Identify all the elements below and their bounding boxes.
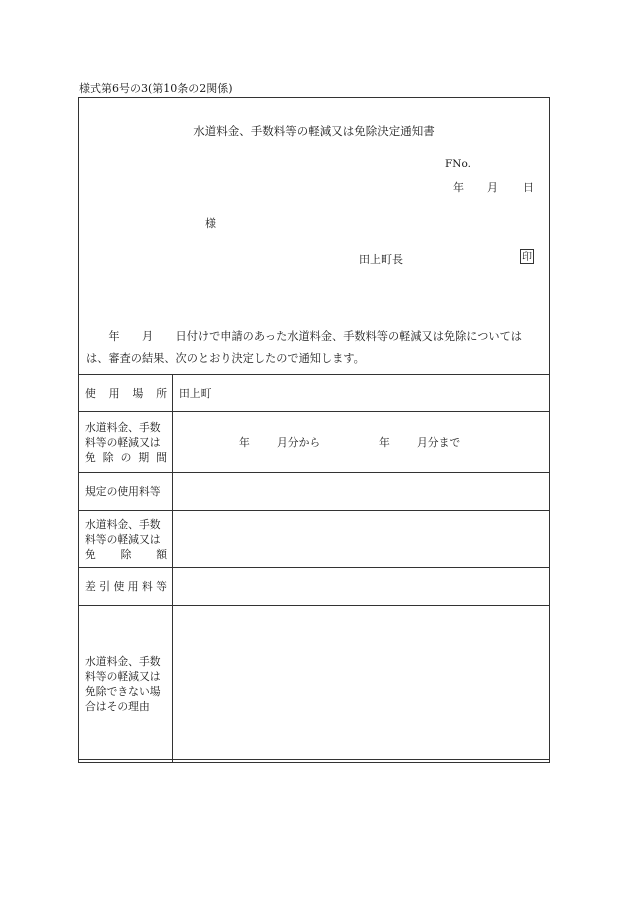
location-value: 田上町	[173, 375, 550, 412]
document-title: 水道料金、手数料等の軽減又は免除決定通知書	[193, 124, 435, 138]
table-row-period	[79, 412, 550, 473]
date-day: 日	[523, 181, 534, 194]
notice-body-line-2: は、審査の結果、次のとおり決定したので通知します。	[86, 352, 365, 365]
reduction-amount-value	[173, 511, 550, 568]
period-value	[173, 412, 550, 473]
period-from-year: 年	[239, 436, 250, 449]
table-row-location	[79, 375, 550, 412]
period-label: 水道料金、手数 料等の軽減又は 免 除 の 期 間	[79, 412, 173, 473]
notice-body	[86, 326, 548, 370]
decision-table	[78, 374, 550, 763]
table-row-reduction-amount	[79, 511, 550, 568]
table-row-reason	[79, 606, 550, 763]
reason-value	[173, 606, 550, 763]
standard-fee-value	[173, 473, 550, 511]
date-month: 月	[487, 181, 498, 194]
recipient-suffix: 様	[205, 217, 216, 230]
period-to-month: 月分まで	[417, 436, 461, 449]
notice-frame	[78, 97, 550, 760]
document-number: FNo.	[445, 158, 471, 170]
reason-label: 水道料金、手数 料等の軽減又は 免除できない場 合はその理由	[79, 606, 173, 763]
form-id: 様式第6号の3(第10条の2関係)	[79, 82, 233, 95]
net-fee-value	[173, 568, 550, 606]
notice-body-line-1: 年 月 日付けで申請のあった水道料金、手数料等の軽減又は免除については	[86, 330, 522, 343]
table-row-standard-fee	[79, 473, 550, 511]
issuer-name: 田上町長	[359, 253, 403, 266]
seal-mark: 印	[520, 249, 534, 264]
period-from-month: 月分から	[277, 436, 321, 449]
date-year: 年	[453, 181, 464, 194]
standard-fee-label: 規定の使用料等	[79, 473, 173, 511]
table-row-net-fee	[79, 568, 550, 606]
net-fee-label: 差 引 使 用 料 等	[79, 568, 173, 606]
reduction-amount-label: 水道料金、手数 料等の軽減又は 免 除 額	[79, 511, 173, 568]
location-label: 使 用 場 所	[79, 375, 173, 412]
period-to-year: 年	[379, 436, 390, 449]
